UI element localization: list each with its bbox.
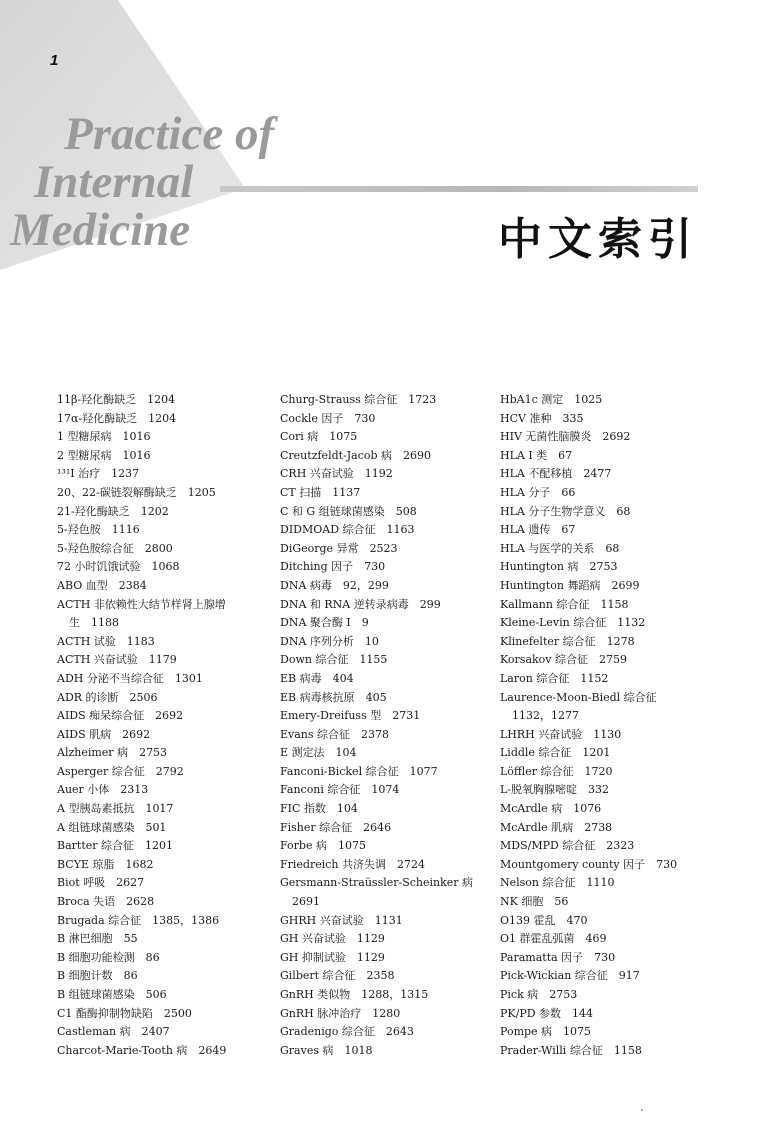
logo-line-3: Medicine [10, 204, 191, 256]
index-entry: 21-羟化酶缺乏 1202 [57, 504, 169, 518]
index-entry: Mountgomery county 因子 730 [500, 857, 678, 871]
index-entry: Down 综合征 1155 [280, 653, 388, 667]
index-entry: EB 病毒 404 [280, 671, 354, 685]
index-entry: Fisher 综合征 2646 [280, 820, 392, 834]
index-entry: Löffler 综合征 1720 [500, 764, 613, 778]
index-entry: HCV 准种 335 [500, 411, 584, 425]
index-entry: Cori 病 1075 [280, 430, 358, 444]
index-entry: 11β-羟化酶缺乏 1204 [57, 393, 176, 406]
index-entry: McArdle 病 1076 [500, 802, 602, 816]
index-entry: LHRH 兴奋试验 1130 [500, 727, 622, 741]
logo-line-1: Practice of [64, 108, 275, 160]
index-entry: McArdle 肌病 2738 [500, 820, 613, 834]
index-entry: 5-羟色胺 1116 [57, 523, 140, 537]
index-entry: Pick-Wickian 综合征 917 [500, 969, 640, 983]
index-entry: 生 1188 [69, 616, 119, 630]
page-title: 中文索引 [498, 214, 698, 265]
index-entry: Castleman 病 2407 [57, 1025, 170, 1039]
index-entry: Asperger 综合征 2792 [57, 764, 184, 778]
index-entry: Brugada 综合征 1385，1386 [57, 913, 220, 927]
index-entry: Pick 病 2753 [500, 988, 578, 1001]
index-entry: Fanconi 综合征 1074 [280, 783, 400, 797]
index-column-3 [500, 391, 720, 1060]
index-entry: HLA 分子 66 [500, 485, 576, 499]
index-entry: Alzheimer 病 2753 [57, 746, 168, 760]
index-entry: HIV 无菌性脑膜炎 2692 [500, 430, 631, 444]
index-entry: BCYE 琼脂 1682 [57, 857, 154, 871]
index-entry: GnRH 脉冲治疗 1280 [280, 1006, 401, 1020]
index-entry: Churg-Strauss 综合征 1723 [280, 393, 437, 406]
index-entry: ACTH 试验 1183 [57, 634, 155, 648]
index-entry: 17α-羟化酶缺乏 1204 [57, 411, 177, 425]
index-entry: ACTH 兴奋试验 1179 [57, 653, 177, 667]
index-entry: Pompe 病 1075 [500, 1025, 592, 1039]
index-entry: ADR 的诊断 2506 [57, 690, 158, 704]
index-entry: Liddle 综合征 1201 [500, 746, 611, 760]
index-entry: Laron 综合征 1152 [500, 671, 609, 685]
index-entry: ¹³¹I 治疗 1237 [57, 467, 140, 481]
index-entry: CRH 兴奋试验 1192 [280, 467, 393, 481]
index-entry: A 组链球菌感染 501 [57, 820, 167, 834]
index-entry: DiGeorge 异常 2523 [280, 541, 398, 555]
index-entry: Charcot-Marie-Tooth 病 2649 [57, 1043, 227, 1057]
index-entry: MDS/MPD 综合征 2323 [500, 839, 635, 853]
index-entry: EB 病毒核抗原 405 [280, 690, 387, 704]
index-column-1 [57, 391, 267, 1060]
index-entry: 2 型糖尿病 1016 [57, 448, 151, 462]
speck [641, 1109, 643, 1111]
index-entry: 5-羟色胺综合征 2800 [57, 541, 173, 555]
index-entry: ADH 分泌不当综合征 1301 [57, 671, 203, 685]
index-entry: HLA 与医学的关系 68 [500, 541, 620, 555]
index-entry: Ditching 因子 730 [280, 560, 386, 574]
index-entry: O1 群霍乱弧菌 469 [500, 932, 607, 946]
index-entry: Forbe 病 1075 [280, 839, 366, 853]
index-entry: Cockle 因子 730 [280, 411, 376, 425]
index-entry: Friedreich 共济失调 2724 [280, 857, 425, 871]
index-entry: Fanconi-Bickel 综合征 1077 [280, 764, 438, 778]
index-entry: GnRH 类似物 1288，1315 [280, 988, 429, 1001]
index-entry: DIDMOAD 综合征 1163 [280, 523, 415, 537]
index-entry: L-脱氧胸腺嘧啶 332 [500, 783, 610, 797]
index-entry: C1 酯酶抑制物缺陷 2500 [57, 1006, 192, 1020]
index-entry: DNA 病毒 92，299 [280, 578, 389, 592]
index-entry: FIC 指数 104 [280, 802, 358, 816]
index-entry: 20、22-碳链裂解酶缺乏 1205 [57, 485, 216, 499]
index-entry: Kleine-Levin 综合征 1132 [500, 616, 646, 630]
index-entry: Evans 综合征 2378 [280, 727, 390, 741]
index-entry: Huntington 病 2753 [500, 560, 618, 574]
index-entry: CT 扫描 1137 [280, 485, 361, 499]
index-entry: GH 兴奋试验 1129 [280, 932, 385, 946]
index-entry: Kallmann 综合征 1158 [500, 597, 629, 611]
index-entry: 72 小时饥饿试验 1068 [57, 560, 180, 574]
index-entry: B 细胞功能检测 86 [57, 950, 160, 964]
index-entry: 1 型糖尿病 1016 [57, 430, 151, 444]
index-entry: Prader-Willi 综合征 1158 [500, 1043, 642, 1057]
header-rule [220, 186, 698, 192]
index-entry: Korsakov 综合征 2759 [500, 653, 627, 667]
index-entry: Gersmann-Straüssler-Scheinker 病 [280, 876, 474, 890]
index-entry: Emery-Dreifuss 型 2731 [280, 709, 421, 723]
index-entry: AIDS 肌病 2692 [57, 727, 151, 741]
index-entry: PK/PD 参数 144 [500, 1006, 594, 1020]
index-entry: O139 霍乱 470 [500, 913, 588, 927]
index-entry: B 组链球菌感染 506 [57, 988, 167, 1001]
index-entry: HLA 分子生物学意义 68 [500, 504, 631, 518]
index-entry: Paramatta 因子 730 [500, 950, 616, 964]
index-entry: Bartter 综合征 1201 [57, 839, 173, 853]
index-entry: HLA 遗传 67 [500, 523, 576, 537]
index-entry: HLA I 类 67 [500, 448, 573, 462]
index-entry: NK 细胞 56 [500, 895, 569, 909]
index-entry: A 型胰岛素抵抗 1017 [57, 802, 174, 816]
index-entry: C 和 G 组链球菌感染 508 [280, 504, 417, 518]
index-entry: ABO 血型 2384 [57, 578, 147, 592]
index-entry: Auer 小体 2313 [57, 783, 149, 797]
index-entry: AIDS 痴呆综合征 2692 [57, 709, 184, 723]
index-entry: Huntington 舞蹈病 2699 [500, 578, 640, 592]
index-entry: Laurence-Moon-Biedl 综合征 [500, 690, 657, 704]
index-entry: ACTH 非依赖性大结节样肾上腺增 [57, 597, 226, 611]
index-entry: Biot 呼吸 2627 [57, 876, 145, 890]
logo-line-2: Internal [34, 156, 194, 208]
index-column-2 [280, 391, 490, 1060]
index-entry: GH 抑制试验 1129 [280, 950, 385, 964]
index-entry: DNA 和 RNA 逆转录病毒 299 [280, 597, 441, 611]
index-entry: HLA 不配移植 2477 [500, 467, 612, 481]
index-entry: DNA 序列分析 10 [280, 634, 379, 648]
index-entry: Graves 病 1018 [280, 1043, 373, 1057]
index-entry: 1132，1277 [512, 709, 579, 723]
index-entry: Gradenigo 综合征 2643 [280, 1025, 414, 1039]
index-entry: Broca 失语 2628 [57, 895, 155, 909]
index-entry: E 测定法 104 [280, 746, 357, 760]
index-entry: B 淋巴细胞 55 [57, 932, 138, 946]
index-entry: Creutzfeldt-Jacob 病 2690 [280, 448, 432, 462]
index-entry: Gilbert 综合征 2358 [280, 969, 395, 983]
index-entry: Klinefelter 综合征 1278 [500, 634, 635, 648]
index-entry: B 细胞计数 86 [57, 969, 138, 983]
index-entry: Nelson 综合征 1110 [500, 876, 615, 890]
index-entry: 2691 [292, 895, 320, 909]
page-number: 1 [50, 52, 59, 69]
index-entry: DNA 聚合酶 I 9 [280, 616, 369, 630]
index-entry: HbA1c 测定 1025 [500, 393, 603, 406]
index-entry: GHRH 兴奋试验 1131 [280, 913, 403, 927]
